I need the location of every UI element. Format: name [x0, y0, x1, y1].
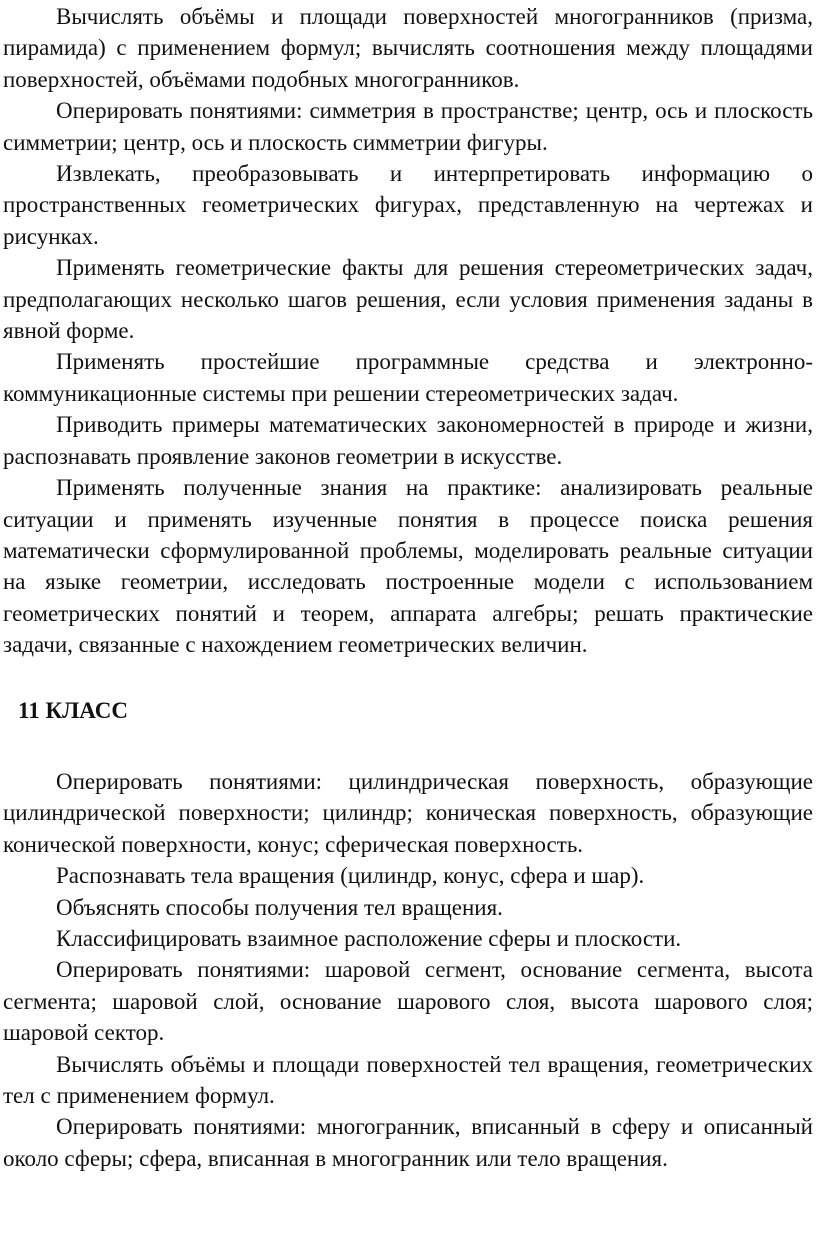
- section-heading: 11 КЛАСС: [18, 697, 128, 723]
- paragraph: Объяснять способы получения тел вращения.: [56, 894, 503, 920]
- paragraph: Оперировать понятиями: симметрия в пространстве; центр, ось и плоскость симметрии; центр, ось и плоскость симметрии фигуры.: [3, 98, 813, 155]
- paragraph: Оперировать понятиями: шаровой сегмент, основание сегмента, высота сегмента; шаровой слой, основание шарового слоя, высота шарового слоя; шаровой сектор.: [3, 957, 813, 1046]
- paragraph: Распознавать тела вращения (цилиндр, конус, сфера и шар).: [56, 863, 645, 889]
- paragraph: Оперировать понятиями: цилиндрическая поверхность, образующие цилиндрической поверхности; цилиндр; коническая поверхность, образующие конической поверхности, конус; сферическая поверхность.: [3, 768, 813, 857]
- paragraph: Оперировать понятиями: многогранник, вписанный в сферу и описанный около сферы; сфера, вписанная в многогранник или тело вращения.: [3, 1114, 813, 1171]
- paragraph: Вычислять объёмы и площади поверхностей многогранников (призма, пирамида) с применением формул; вычислять соотношения между площадями поверхностей, объёмами подобных многогранников.: [3, 4, 813, 92]
- paragraph: Извлекать, преобразовывать и интерпретировать информацию о пространственных геометрических фигурах, представленную на чертежах и рисунках.: [3, 161, 813, 249]
- paragraph: Вычислять объёмы и площади поверхностей тел вращения, геометрических тел с применением формул.: [3, 1051, 813, 1108]
- paragraph: Классифицировать взаимное расположение сферы и плоскости.: [56, 925, 682, 951]
- paragraph: Применять геометрические факты для решения стереометрических задач, предполагающих несколько шагов решения, если условия применения заданы в явной форме.: [3, 255, 813, 344]
- paragraph: Применять простейшие программные средства и электронно-коммуникационные системы при решении стереометрических задач.: [3, 349, 813, 406]
- paragraph: Применять полученные знания на практике: анализировать реальные ситуации и применять изученные понятия в процессе поиска решения математически сформулированной проблемы, моделировать реальные ситуации на языке геометрии, исследовать построенные модели с использованием геометрических понятий и теорем, аппарата алгебры; решать практические задачи, связанные с нахождением геометрических величин.: [3, 475, 813, 658]
- paragraph: Приводить примеры математических закономерностей в природе и жизни, распознавать проявление законов геометрии в искусстве.: [3, 412, 813, 469]
